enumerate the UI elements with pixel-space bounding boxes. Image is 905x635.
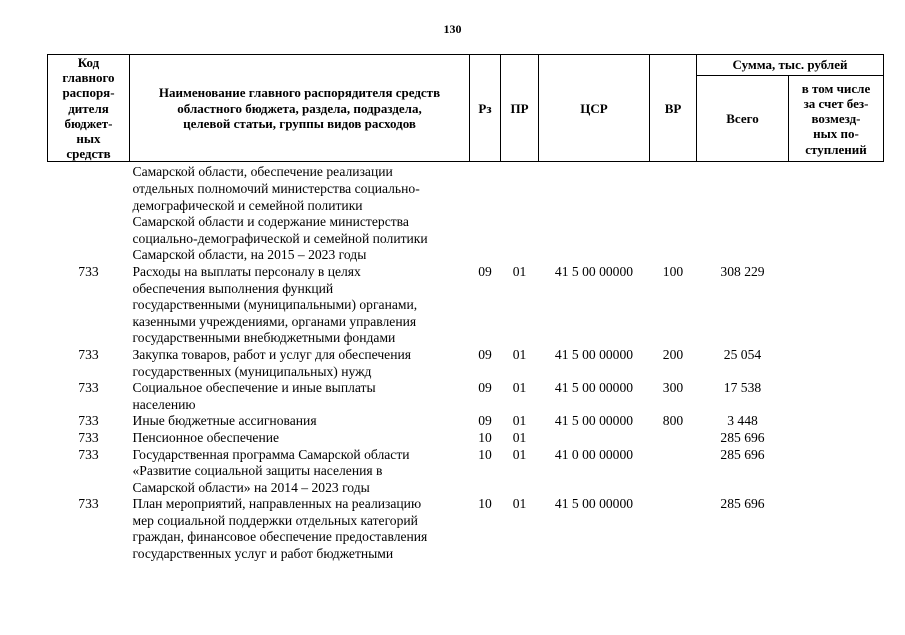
table-row — [48, 430, 884, 447]
cell-vr — [650, 430, 697, 447]
cell-name — [130, 447, 470, 497]
header-name — [130, 55, 470, 162]
cell-rz: 09 — [478, 263, 492, 279]
cell-code — [48, 162, 130, 264]
cell-name-line: Самарской области, обеспечение реализации — [132, 164, 393, 180]
cell-name — [130, 162, 470, 264]
gratuitous-line: за счет без- — [803, 95, 869, 111]
code-line: Код — [77, 55, 100, 70]
cell-csr: 41 5 00 00000 — [554, 263, 634, 279]
cell-total: 285 696 — [720, 429, 765, 445]
name-line: целевой статьи, группы видов расходов — [183, 115, 416, 131]
cell-code: 733 — [78, 380, 99, 396]
cell-pr: 01 — [512, 263, 527, 279]
table-body — [48, 162, 884, 563]
cell-pr: 01 — [512, 429, 527, 445]
cell-name-line: демографической и семейной политики — [132, 197, 363, 213]
table-row — [48, 380, 884, 413]
cell-csr — [539, 162, 650, 264]
cell-total: 17 538 — [723, 380, 762, 396]
cell-gratuitous — [789, 162, 884, 264]
cell-code: 733 — [78, 346, 99, 362]
cell-rz: 10 — [478, 496, 492, 512]
cell-name-line: Государственная программа Самарской области — [132, 446, 410, 462]
cell-pr: 01 — [512, 346, 527, 362]
cell-name-line: обеспечения выполнения функций — [132, 280, 334, 296]
cell-name-line: населению — [132, 396, 196, 412]
cell-gratuitous — [789, 347, 884, 380]
header-code — [48, 55, 130, 162]
cell-vr — [650, 447, 697, 497]
cell-name-line: государственными внебюджетными фондами — [132, 330, 396, 346]
cell-name-line: мер социальной поддержки отдельных категорий — [132, 512, 418, 528]
cell-name — [130, 430, 470, 447]
code-line: средств — [66, 146, 111, 162]
cell-name-line: государственных (муниципальных) нужд — [132, 363, 372, 379]
header-pr: ПР — [501, 55, 539, 162]
cell-pr: 01 — [512, 446, 527, 462]
cell-name-line: Самарской области, на 2015 – 2023 годы — [132, 247, 367, 263]
header-sum: Сумма, тыс. рублей — [697, 55, 884, 76]
cell-csr: 41 0 00 00000 — [554, 446, 634, 462]
cell-vr: 800 — [662, 413, 684, 429]
cell-gratuitous — [789, 413, 884, 430]
cell-rz: 09 — [478, 413, 492, 429]
cell-name-line: «Развитие социальной защиты населения в — [132, 463, 383, 479]
header-total: Всего — [697, 76, 789, 162]
cell-total: 25 054 — [723, 346, 762, 362]
cell-csr: 41 5 00 00000 — [554, 346, 634, 362]
cell-gratuitous — [789, 264, 884, 347]
cell-name-line: граждан, финансовое обеспечение предоставления — [132, 529, 428, 545]
gratuitous-line: ных по- — [813, 126, 859, 142]
cell-name-line: Самарской области» на 2014 – 2023 годы — [132, 479, 370, 495]
gratuitous-line: возмезд- — [811, 111, 861, 127]
table-row — [48, 264, 884, 347]
cell-name-line: государственных услуг и работ бюджетными — [132, 546, 394, 562]
cell-total: 308 229 — [720, 263, 765, 279]
cell-name-line: Иные бюджетные ассигнования — [132, 413, 317, 429]
cell-name-line: План мероприятий, направленных на реализацию — [132, 496, 422, 512]
table-row — [48, 162, 884, 264]
cell-vr: 300 — [662, 380, 684, 396]
cell-rz: 10 — [478, 429, 492, 445]
cell-total: 285 696 — [720, 496, 765, 512]
cell-rz: 10 — [478, 446, 492, 462]
header-rz: Рз — [470, 55, 501, 162]
cell-name-line: государственными (муниципальными) органами, — [132, 297, 418, 313]
cell-name-line: отдельных полномочий министерства социально- — [132, 181, 420, 197]
cell-total — [697, 162, 789, 264]
cell-rz: 09 — [478, 346, 492, 362]
cell-pr — [501, 162, 539, 264]
cell-rz: 09 — [478, 380, 492, 396]
gratuitous-line: ступлений — [805, 141, 867, 157]
cell-gratuitous — [789, 447, 884, 497]
cell-code: 733 — [78, 429, 99, 445]
cell-name-line: казенными учреждениями, органами управления — [132, 313, 417, 329]
cell-name-line: Расходы на выплаты персоналу в целях — [132, 263, 361, 279]
cell-gratuitous — [789, 380, 884, 413]
code-line: главного — [62, 70, 115, 86]
cell-name-line: социально-демографической и семейной политики — [132, 230, 428, 246]
cell-pr: 01 — [512, 496, 527, 512]
cell-pr: 01 — [512, 413, 527, 429]
cell-name — [130, 264, 470, 347]
table-row — [48, 447, 884, 497]
code-line: распоря- — [62, 85, 115, 101]
cell-name-line: Пенсионное обеспечение — [132, 429, 280, 445]
header-gratuitous — [789, 76, 884, 162]
table-row — [48, 413, 884, 430]
code-line: бюджет- — [64, 115, 113, 131]
cell-name-line: Самарской области и содержание министерства — [132, 214, 409, 230]
cell-name-line: Социальное обеспечение и иные выплаты — [132, 380, 376, 396]
cell-code: 733 — [78, 446, 99, 462]
cell-rz — [470, 162, 501, 264]
cell-gratuitous — [789, 430, 884, 447]
cell-code: 733 — [78, 263, 99, 279]
cell-name — [130, 347, 470, 380]
table-header — [48, 55, 884, 162]
cell-code: 733 — [78, 413, 99, 429]
name-line: Наименование главного распорядителя средств — [158, 85, 441, 101]
header-csr: ЦСР — [539, 55, 650, 162]
cell-code: 733 — [78, 496, 99, 512]
cell-total: 285 696 — [720, 446, 765, 462]
budget-table — [47, 54, 884, 563]
cell-csr: 41 5 00 00000 — [554, 380, 634, 396]
cell-name — [130, 496, 470, 562]
cell-csr: 41 5 00 00000 — [554, 496, 634, 512]
cell-vr — [650, 162, 697, 264]
cell-vr — [650, 496, 697, 562]
name-line: областного бюджета, раздела, подраздела, — [177, 100, 422, 116]
cell-gratuitous — [789, 496, 884, 562]
gratuitous-line: в том числе — [801, 80, 871, 96]
cell-total: 3 448 — [727, 413, 758, 429]
cell-csr — [539, 430, 650, 447]
cell-csr: 41 5 00 00000 — [554, 413, 634, 429]
cell-name — [130, 413, 470, 430]
cell-name-line: Закупка товаров, работ и услуг для обеспечения — [132, 346, 411, 362]
code-line: ных — [76, 131, 101, 147]
table-row — [48, 496, 884, 562]
cell-vr: 200 — [662, 346, 684, 362]
header-vr: ВР — [650, 55, 697, 162]
cell-vr: 100 — [662, 263, 684, 279]
code-line: дителя — [68, 100, 109, 116]
cell-name — [130, 380, 470, 413]
table-row — [48, 347, 884, 380]
cell-pr: 01 — [512, 380, 527, 396]
page-number: 130 — [443, 22, 462, 36]
